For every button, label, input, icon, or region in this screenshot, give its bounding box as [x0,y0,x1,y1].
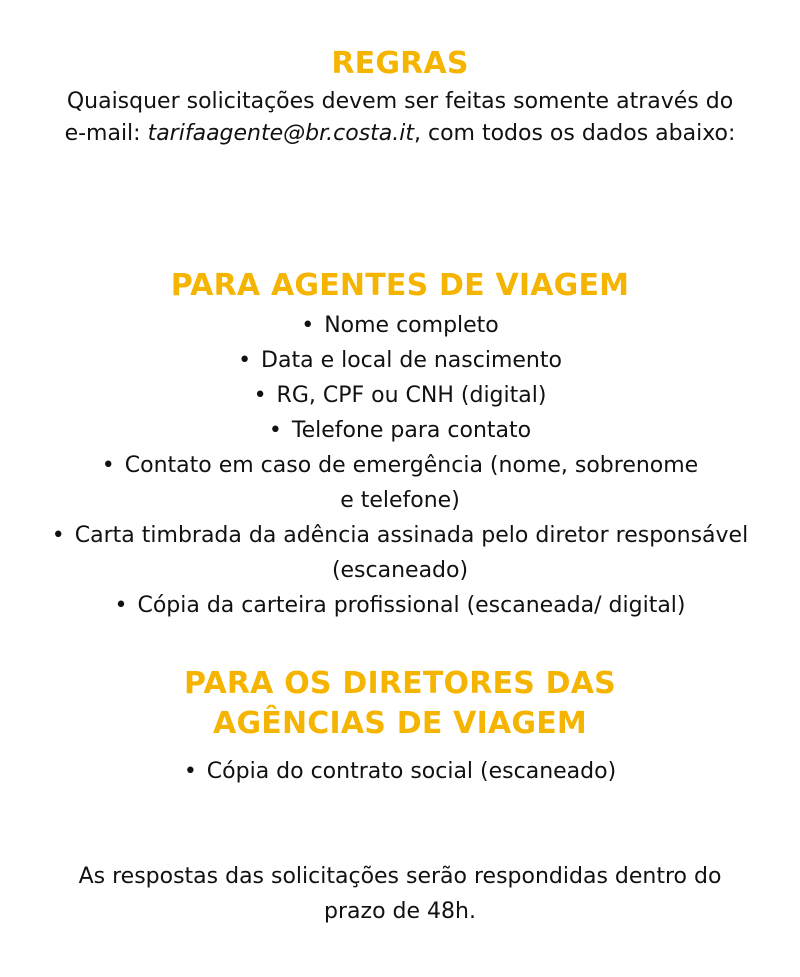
list-item [0,448,800,518]
list-item [0,754,800,789]
list-item-text: Carta timbrada da adência assinada pelo diretor responsável (escaneado) [74,523,749,583]
list-item [0,343,800,378]
intro-text-after: , com todos os dados abaixo: [414,121,736,146]
bullet-icon: • [114,593,128,618]
list-item-text: RG, CPF ou CNH (digital) [276,383,547,408]
bullet-icon: • [101,453,115,478]
bullet-icon: • [238,348,252,373]
agentes-heading: PARA AGENTES DE VIAGEM [170,268,630,303]
list-item [0,588,800,623]
diretores-heading [0,664,800,744]
list-item-text: Contato em caso de emergência (nome, sobrenome e telefone) [124,453,699,513]
diretores-requirements-list [0,754,800,789]
bullet-icon: • [301,313,315,338]
intro-text-before: Quaisquer solicitações devem ser feitas somente através do e-mail: [64,89,734,146]
regras-intro [60,86,740,150]
bullet-icon: • [51,523,65,548]
response-time-note: As respostas das solicitações serão respondidas dentro do prazo de 48h. [78,864,722,924]
regras-heading: REGRAS [331,46,469,81]
diretores-heading-line2: AGÊNCIAS DE VIAGEM [213,706,587,741]
list-item-text: Data e local de nascimento [261,348,562,373]
list-item-text: Telefone para contato [291,418,532,443]
list-item [0,378,800,413]
bullet-icon: • [268,418,282,443]
list-item [0,413,800,448]
bullet-icon: • [183,759,197,784]
list-item [0,518,800,588]
contact-email: tarifaagente@br.costa.it [147,121,414,146]
list-item-text: Nome completo [324,313,499,338]
bullet-icon: • [253,383,267,408]
list-item-text: Cópia do contrato social (escaneado) [206,759,617,784]
agentes-requirements-list [0,308,800,623]
diretores-heading-line1: PARA OS DIRETORES DAS [184,666,616,701]
list-item-text: Cópia da carteira profissional (escaneada/ digital) [137,593,686,618]
list-item [0,308,800,343]
